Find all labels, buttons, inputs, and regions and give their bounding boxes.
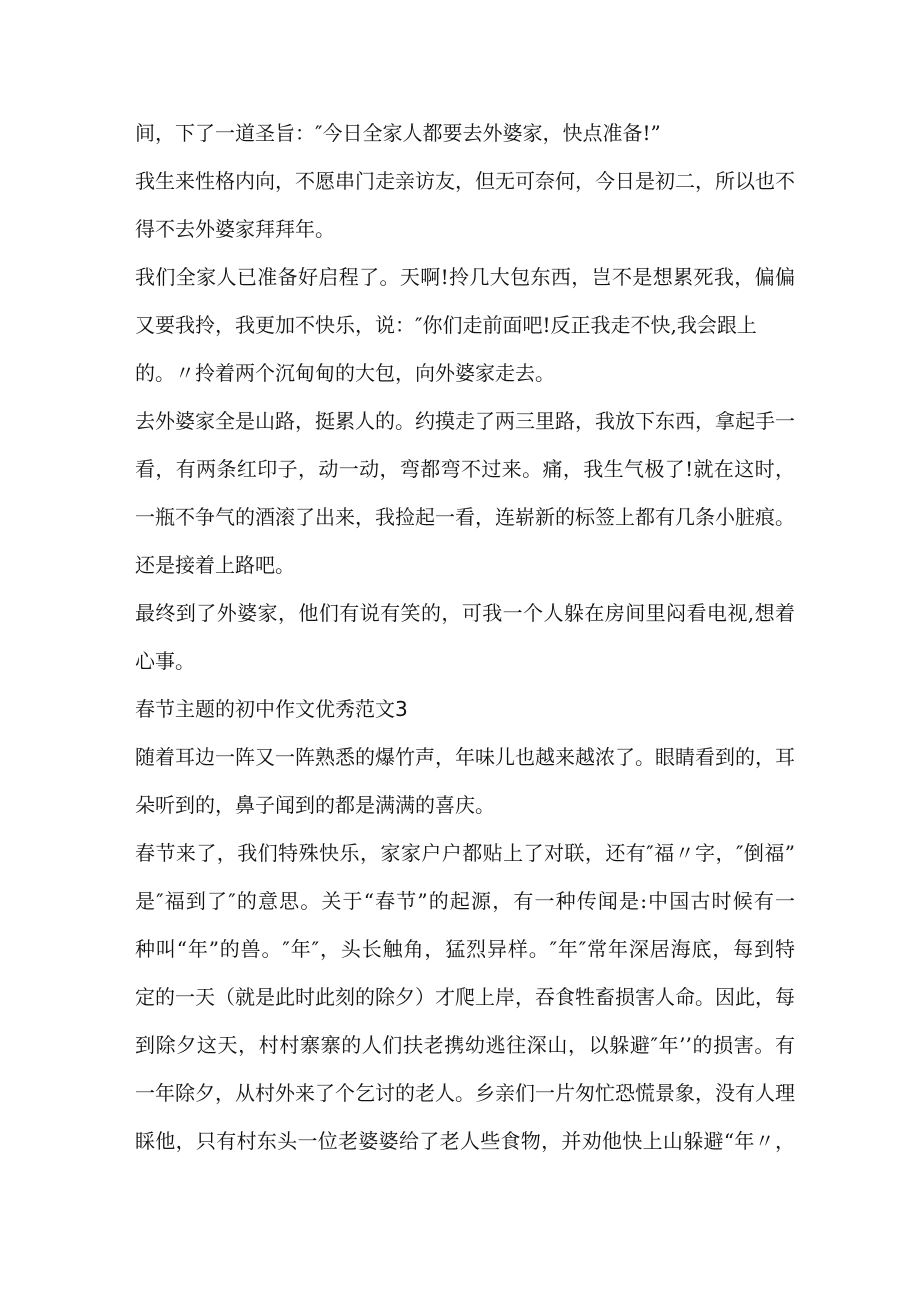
text-line: 到除夕这天，村村寨寨的人们扶老携幼逃往深山，以躲避″年’’的损害。有 [135, 1033, 795, 1057]
text-line: 去外婆家全是山路，挺累人的。约摸走了两三里路，我放下东西，拿起手一 [135, 409, 795, 433]
text-line: 一年除夕，从村外来了个乞讨的老人。乡亲们一片匆忙恐慌景象，没有人理 [135, 1081, 795, 1105]
text-line: 定的一天（就是此时此刻的除夕）才爬上岸，吞食牲畜损害人命。因此，每 [135, 985, 795, 1009]
text-line: 间，下了一道圣旨：″今日全家人都要去外婆家，快点准备!” [135, 121, 661, 145]
text-line: 朵听到的，鼻子闻到的都是满满的喜庆。 [135, 793, 495, 817]
text-line: 得不去外婆家拜拜年。 [135, 217, 335, 241]
text-line: 心事。 [135, 649, 195, 673]
text-line: 春节来了，我们特殊快乐，家家户户都贴上了对联，还有″福〃字，″倒福” [135, 841, 795, 865]
text-line: 是″福到了″的意思。关于“春节”的起源，有一种传闻是:中国古时候有一 [135, 889, 795, 913]
text-line: 的。〃拎着两个沉甸甸的大包，向外婆家走去。 [135, 361, 555, 385]
text-line: 随着耳边一阵又一阵熟悉的爆竹声，年味儿也越来越浓了。眼睛看到的，耳 [135, 745, 795, 769]
text-line: 我生来性格内向，不愿串门走亲访友，但无可奈何，今日是初二，所以也不 [135, 169, 795, 193]
text-line: 种叫“年”的兽。″年″，头长触角，猛烈异样。″年″常年深居海底，每到特 [135, 937, 795, 961]
text-line: 我们全家人已准备好启程了。天啊!拎几大包东西，岂不是想累死我，偏偏 [135, 265, 795, 289]
text-line: 看，有两条红印子，动一动，弯都弯不过来。痛，我生气极了!就在这时， [135, 457, 795, 481]
text-line: 睬他，只有村东头一位老婆婆给了老人些食物，并劝他快上山躲避“年〃， [135, 1129, 795, 1153]
text-line: 最终到了外婆家，他们有说有笑的，可我一个人躲在房间里闷看电视,想着 [135, 601, 795, 625]
section-heading: 春节主题的初中作文优秀范文3 [135, 697, 408, 721]
text-line: 还是接着上路吧。 [135, 553, 295, 577]
text-line: 又要我拎，我更加不快乐，说：″你们走前面吧!反正我走不快,我会跟上 [135, 313, 757, 337]
text-line: 一瓶不争气的酒滚了出来，我捡起一看，连崭新的标签上都有几条小脏痕。 [135, 505, 795, 529]
